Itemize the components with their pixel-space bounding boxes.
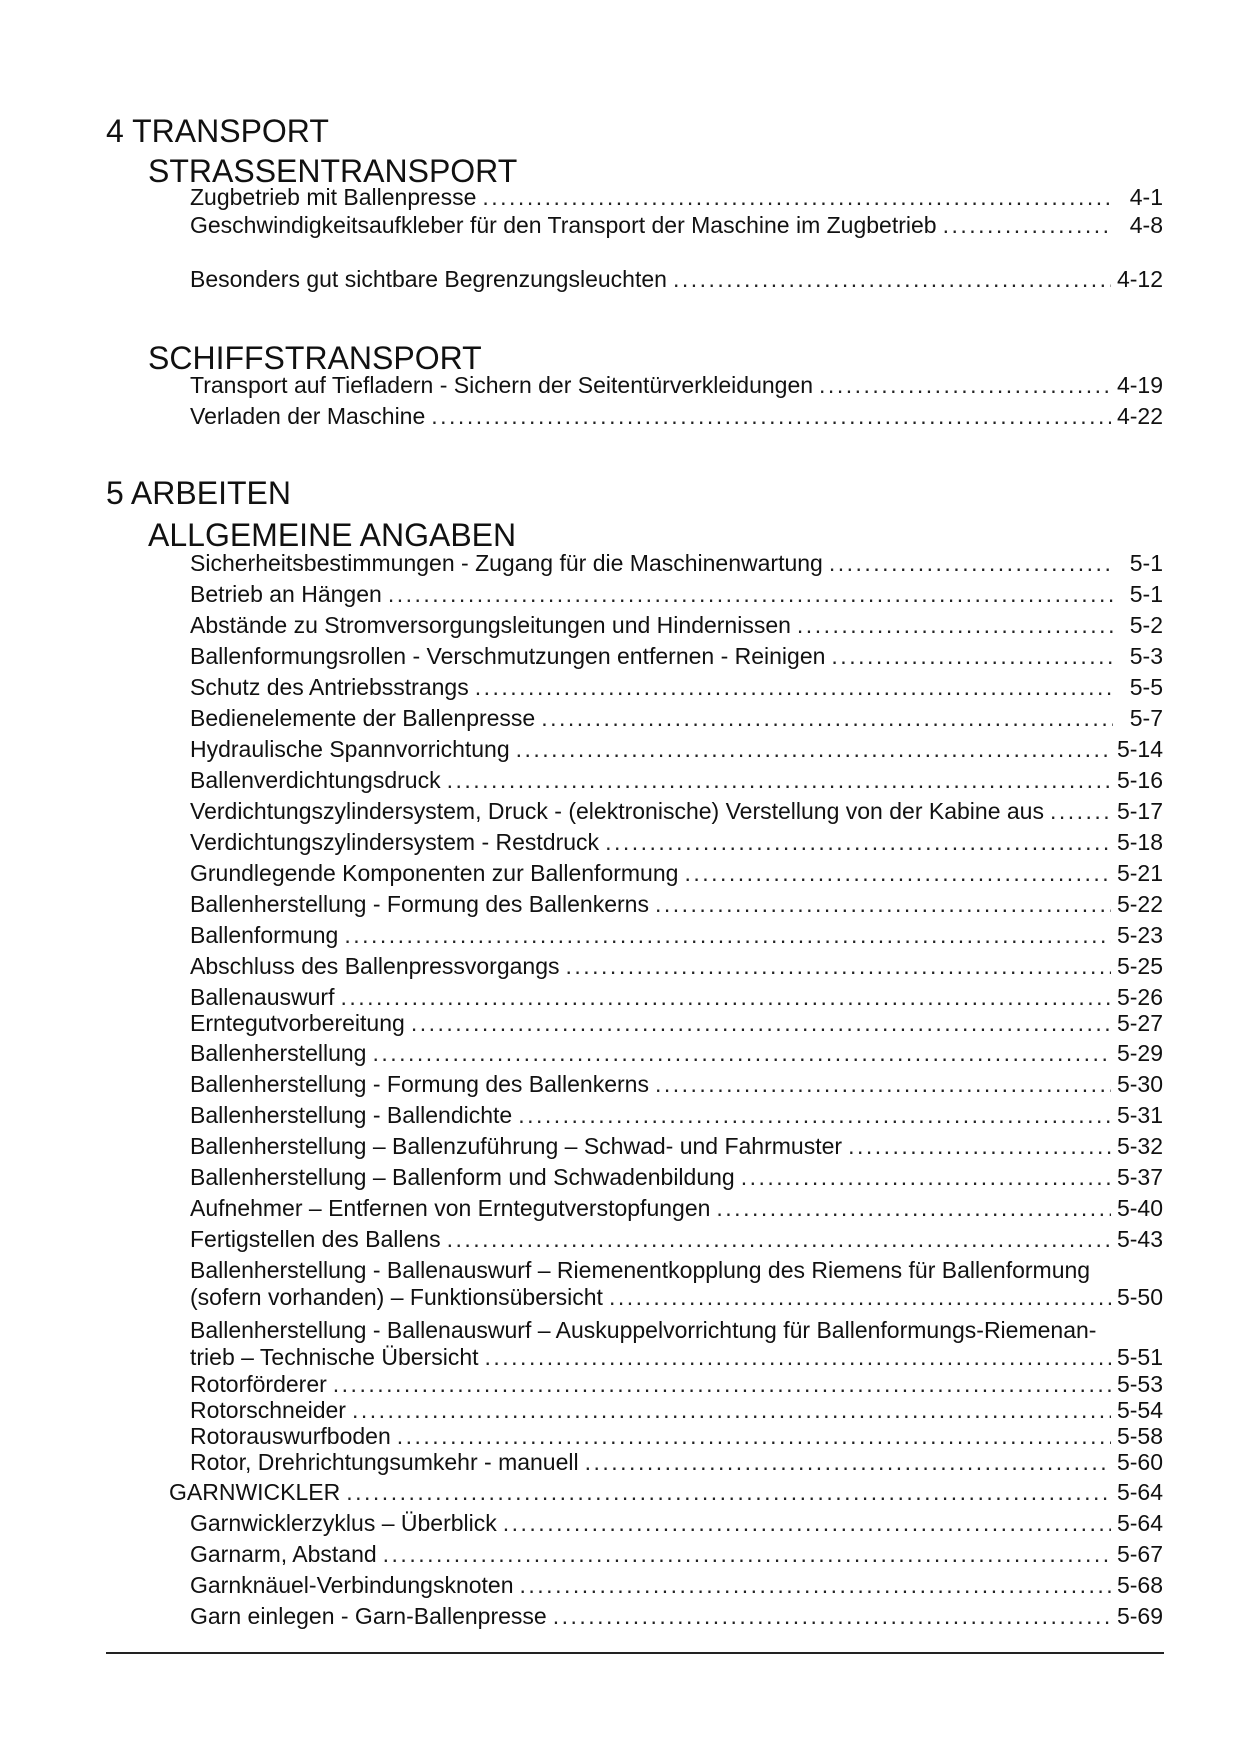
toc-entry[interactable] [190,1397,1163,1424]
dot-leader [831,643,1113,670]
dot-leader [655,1071,1111,1098]
toc-entry[interactable] [190,581,1163,608]
entry-title: Ballenherstellung - Formung des Ballenkerns [190,1071,649,1097]
entry-page: 5-16 [1116,767,1163,793]
entry-page: 5-21 [1116,860,1163,886]
entry-page: 5-64 [1116,1510,1163,1536]
entry-title: Hydraulische Spannvorrichtung [190,736,510,762]
entry-page: 5-43 [1116,1226,1163,1252]
dot-leader [447,1226,1111,1253]
toc-entry[interactable] [190,1195,1163,1222]
entry-title: Garnknäuel-Verbindungsknoten [190,1572,514,1598]
entry-title: Abschluss des Ballenpressvorgangs [190,953,560,979]
toc-entry[interactable] [190,1371,1163,1398]
entry-title: Rotorauswurfboden [190,1423,391,1449]
dot-leader [346,1479,1111,1506]
toc-entry[interactable] [190,953,1163,980]
dot-leader [340,984,1110,1011]
entry-page: 5-37 [1116,1164,1163,1190]
toc-entry[interactable] [190,1603,1163,1630]
toc-entry[interactable] [190,860,1163,887]
toc-entry[interactable] [190,736,1163,763]
entry-title: Ballenformung [190,922,339,948]
toc-entry[interactable] [190,212,1163,239]
dot-leader [372,1040,1111,1067]
entry-title: Aufnehmer – Entfernen von Erntegutverstopfungen [190,1195,711,1221]
entry-page: 5-3 [1129,643,1163,669]
toc-entry[interactable] [190,1572,1163,1599]
subsection-heading-schiffstransport: SCHIFFSTRANSPORT [148,340,482,376]
entry-title: Abstände zu Stromversorgungsleitungen und Hindernissen [190,612,791,638]
entry-page: 5-22 [1116,891,1163,917]
entry-page: 5-23 [1116,922,1163,948]
dot-leader [565,953,1110,980]
dot-leader [518,1102,1111,1129]
toc-entry[interactable] [190,1423,1163,1450]
entry-page: 5-18 [1116,829,1163,855]
entry-page: 5-5 [1129,674,1163,700]
dot-leader [352,1397,1111,1424]
toc-entry[interactable] [190,767,1163,794]
entry-page: 5-14 [1116,736,1163,762]
toc-entry[interactable] [190,1284,1163,1311]
entry-page: 5-32 [1116,1133,1163,1159]
entry-page: 5-30 [1116,1071,1163,1097]
entry-title: Ballenherstellung – Ballenform und Schwadenbildung [190,1164,735,1190]
toc-entry[interactable] [190,984,1163,1011]
subsection-heading-strassentransport: STRASSENTRANSPORT [148,153,518,189]
entry-page: 5-68 [1116,1572,1163,1598]
entry-page: 5-2 [1129,612,1163,638]
entry-page: 5-1 [1129,550,1163,576]
dot-leader [605,829,1111,856]
entry-page: 5-67 [1116,1541,1163,1567]
dot-leader [344,922,1111,949]
dot-leader [553,1603,1111,1630]
entry-title: Verdichtungszylindersystem, Druck - (elektronische) Verstellung von der Kabine aus [190,798,1044,824]
dot-leader [716,1195,1111,1222]
entry-page: 4-1 [1129,184,1163,210]
entry-title: Erntegutvorbereitung [190,1010,405,1036]
toc-entry[interactable] [190,550,1163,577]
entry-title: Rotor, Drehrichtungsumkehr - manuell [190,1449,579,1475]
dot-leader [388,581,1113,608]
entry-page: 4-8 [1129,212,1163,238]
entry-title: Verladen der Maschine [190,403,426,429]
dot-leader [431,403,1111,430]
entry-page: 5-25 [1116,953,1163,979]
dot-leader [482,184,1113,211]
subsection-heading-allgemeine-angaben: ALLGEMEINE ANGABEN [148,517,517,553]
entry-title: Fertigstellen des Ballens [190,1226,441,1252]
toc-entry[interactable] [190,1071,1163,1098]
toc-entry[interactable] [190,372,1163,399]
entry-title: Rotorschneider [190,1397,346,1423]
toc-entry[interactable] [190,1040,1163,1067]
entry-title: Garn einlegen - Garn-Ballenpresse [190,1603,547,1629]
entry-page: 5-50 [1116,1284,1163,1310]
entry-page: 4-22 [1116,403,1163,429]
toc-entry[interactable] [190,1102,1163,1129]
entry-title: Bedienelemente der Ballenpresse [190,705,536,731]
entry-page: 5-26 [1116,984,1163,1010]
subsection-title: GARNWICKLER [169,1479,341,1505]
dot-leader [585,1449,1111,1476]
entry-page: 5-29 [1116,1040,1163,1066]
entry-title: Garnarm, Abstand [190,1541,377,1567]
dot-leader [520,1572,1111,1599]
section-heading-arbeiten: 5 ARBEITEN [106,475,291,511]
entry-page: 5-1 [1129,581,1163,607]
toc-entry[interactable] [190,891,1163,918]
toc-entry[interactable] [190,612,1163,639]
entry-page: 5-69 [1116,1603,1163,1629]
dot-leader [333,1371,1111,1398]
entry-title: Ballenverdichtungsdruck [190,767,441,793]
entry-page: 4-12 [1116,266,1163,292]
dot-leader [848,1133,1111,1160]
entry-title: Verdichtungszylindersystem - Restdruck [190,829,600,855]
dot-leader [503,1510,1111,1537]
entry-title: Rotorförderer [190,1371,327,1397]
dot-leader [541,705,1113,732]
toc-entry[interactable] [190,1133,1163,1160]
toc-subsection-garnwickler[interactable] [169,1479,1163,1506]
dot-leader [655,891,1111,918]
toc-entry-line1: Ballenherstellung - Ballenauswurf – Riemenentkopplung des Riemens für Ballenformung [190,1257,1091,1283]
entry-page: 5-17 [1116,798,1163,824]
entry-page: 5-60 [1116,1449,1163,1475]
entry-page: 5-27 [1116,1010,1163,1036]
entry-title: (sofern vorhanden) – Funktionsübersicht [190,1284,603,1310]
dot-leader [397,1423,1111,1450]
dot-leader [447,767,1111,794]
entry-title: Besonders gut sichtbare Begrenzungsleuchten [190,266,667,292]
entry-title: Grundlegende Komponenten zur Ballenformung [190,860,679,886]
toc-entry[interactable] [190,1164,1163,1191]
dot-leader [411,1010,1111,1037]
toc-entry[interactable] [190,798,1163,825]
dot-leader [673,266,1111,293]
toc-entry[interactable] [190,705,1163,732]
entry-title: Schutz des Antriebsstrangs [190,674,469,700]
toc-entry[interactable] [190,1010,1163,1037]
dot-leader [797,612,1113,639]
entry-title: Ballenherstellung – Ballenzuführung – Schwad- und Fahrmuster [190,1133,843,1159]
toc-entry[interactable] [190,1510,1163,1537]
entry-page: 5-40 [1116,1195,1163,1221]
toc-entry[interactable] [190,266,1163,293]
toc-entry-line1: Ballenherstellung - Ballenauswurf – Auskuppelvorrichtung für Ballenformungs-Riemenan- [190,1317,1097,1343]
entry-title: trieb – Technische Übersicht [190,1344,479,1370]
dot-leader [1050,798,1111,825]
toc-entry[interactable] [190,643,1163,670]
entry-title: Geschwindigkeitsaufkleber für den Transport der Maschine im Zugbetrieb [190,212,937,238]
footer-rule [106,1652,1164,1654]
entry-page: 5-54 [1116,1397,1163,1423]
entry-title: Transport auf Tiefladern - Sichern der Seitentürverkleidungen [190,372,814,398]
entry-title: Zugbetrieb mit Ballenpresse [190,184,477,210]
dot-leader [383,1541,1111,1568]
dot-leader [485,1344,1111,1371]
toc-entry[interactable] [190,829,1163,856]
entry-page: 5-31 [1116,1102,1163,1128]
toc-entry[interactable] [190,1344,1163,1371]
dot-leader [741,1164,1111,1191]
toc-entry[interactable] [190,922,1163,949]
toc-entry[interactable] [190,1541,1163,1568]
dot-leader [609,1284,1111,1311]
toc-entry[interactable] [190,1449,1163,1476]
entry-title: Ballenherstellung [190,1040,367,1066]
entry-title: Garnwicklerzyklus – Überblick [190,1510,497,1536]
entry-title: Sicherheitsbestimmungen - Zugang für die Maschinenwartung [190,550,823,576]
dot-leader [516,736,1111,763]
dot-leader [943,212,1113,239]
dot-leader [475,674,1113,701]
entry-title: Ballenformungsrollen - Verschmutzungen entfernen - Reinigen [190,643,826,669]
dot-leader [684,860,1111,887]
entry-title: Ballenherstellung - Formung des Ballenkerns [190,891,649,917]
entry-title: Betrieb an Hängen [190,581,382,607]
toc-entry[interactable] [190,674,1163,701]
entry-page: 5-51 [1116,1344,1163,1370]
entry-page: 5-64 [1116,1479,1163,1505]
entry-page: 5-53 [1116,1371,1163,1397]
entry-title: Ballenauswurf [190,984,335,1010]
entry-page: 4-19 [1116,372,1163,398]
toc-entry[interactable] [190,184,1163,211]
toc-entry[interactable] [190,1226,1163,1253]
toc-entry[interactable] [190,403,1163,430]
entry-page: 5-7 [1129,705,1163,731]
entry-title: Ballenherstellung - Ballendichte [190,1102,513,1128]
entry-page: 5-58 [1116,1423,1163,1449]
dot-leader [829,550,1113,577]
section-heading-transport: 4 TRANSPORT [106,113,329,149]
dot-leader [819,372,1111,399]
